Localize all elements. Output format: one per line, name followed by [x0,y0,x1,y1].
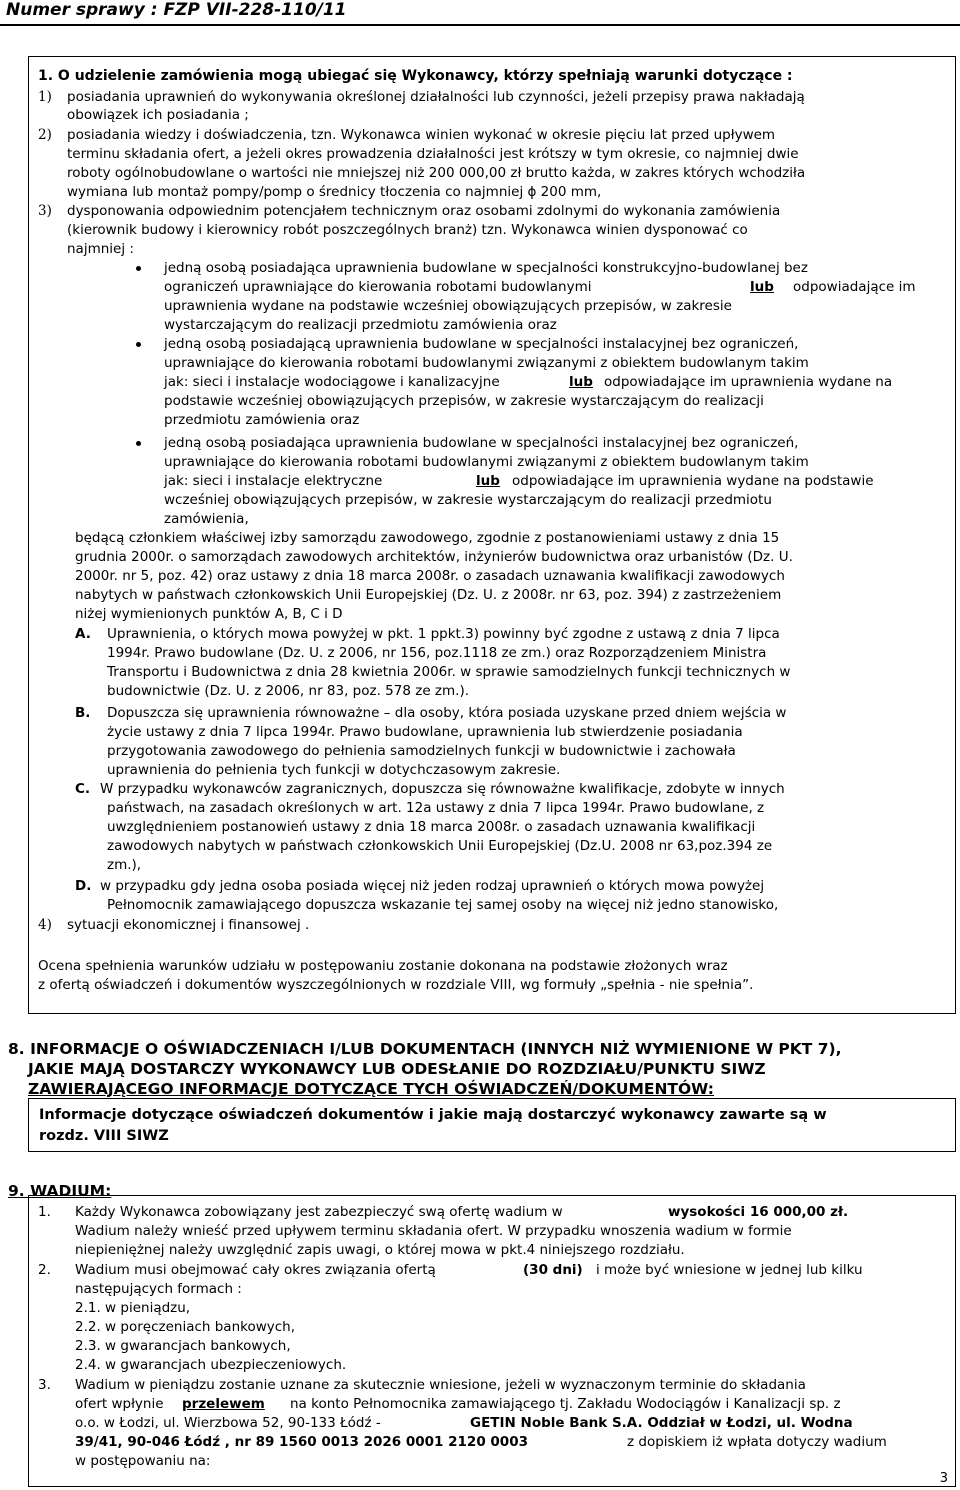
section8-title: JAKIE MAJĄ DOSTARCZY WYKONAWCY LUB ODESŁANIE DO ROZDZIAŁU/PUNKTU SIWZ [28,1060,766,1078]
bullet3-line: jedną osobą posiadająca uprawnienia budowlane w specjalności instalacyjnej bez ograniczeń, [164,435,799,451]
bullet-dot [136,441,141,446]
bank-details: GETIN Noble Bank S.A. Oddział w Łodzi, ul. Wodna [470,1415,853,1431]
bullet3-line: odpowiadające im uprawnienia wydane na podstawie [512,473,874,489]
point-d-label: D. [75,878,92,894]
wadium-3-line: w postępowaniu na: [75,1453,211,1469]
bullet2-line: jedną osobą posiadającą uprawnienia budowlane w specjalności instalacyjnej bez ograniczeń, [164,336,799,352]
point-d-line: w przypadku gdy jedna osoba posiada więcej niż jeden rodzaj uprawnień o których mowa powyżej [100,878,765,894]
bullet1-lub: lub [750,279,774,295]
wadium-amount: wysokości 16 000,00 zł. [668,1204,849,1220]
point-a-line: Uprawnienia, o których mowa powyżej w pkt. 1 ppkt.3) powinny być zgodne z ustawą z dnia 7 lipca [107,626,780,642]
bullet2-lub: lub [569,374,593,390]
bullet2-line: jak: sieci i instalacje wodociągowe i kanalizacyjne [164,374,500,390]
wadium-form: 2.4. w gwarancjach ubezpieczeniowych. [75,1357,347,1373]
bullet3-lub: lub [476,473,500,489]
bullet3-line: wcześniej obowiązujących przepisów, w zakresie wystarczającym do realizacji przedmiotu [164,492,772,508]
wadium-1-line: Wadium należy wnieść przed upływem terminu składania ofert. W przypadku wnoszenia wadium w formie [75,1223,792,1239]
section8-title: 8. INFORMACJE O OŚWIADCZENIACH I/LUB DOKUMENTACH (INNYCH NIŻ WYMIENIONE W PKT 7), [8,1040,842,1058]
wadium-1-text: Każdy Wykonawca zobowiązany jest zabezpieczyć swą ofertę wadium w [75,1204,563,1220]
item3-line: najmniej : [67,241,134,257]
bullet2-line: odpowiadające im uprawnienia wydane na [604,374,893,390]
point-b-line: przygotowania zawodowego do pełnienia samodzielnych funkcji w budownictwie i zachowała [107,743,736,759]
point-d-line: Pełnomocnik zamawiającego dopuszcza wskazanie tej samej osoby na więcej niż jedno stanowisko, [107,897,779,913]
point-c-line: W przypadku wykonawców zagranicznych, dopuszcza się równoważne kwalifikacje, zdobyte w innych [100,781,785,797]
wadium-3-line: Wadium w pieniądzu zostanie uznane za skutecznie wniesione, jeżeli w wyznaczonym terminie do składania [75,1377,806,1393]
point-a-line: budownictwie (Dz. U. z 2006, nr 83, poz. 578 ze zm.). [107,683,470,699]
bullet2-line: uprawniające do kierowania robotami budowlanymi związanymi z obiektem budowlanym takim [164,355,809,371]
item3-line: (kierownik budowy i kierownicy robót poszczególnych branż) tzn. Wykonawca winien dysponować co [67,222,748,238]
wadium-3-line: na konto Pełnomocnika zamawiającego tj. Zakładu Wodociągów i Kanalizacji sp. z [290,1396,841,1412]
point-c-line: zawodowych nabytych w państwach członkowskich Unii Europejskiej (Dz.U. 2008 nr 63,poz.394 ze [107,838,773,854]
membership-line: 2000r. nr 5, poz. 42) oraz ustawy z dnia 18 marca 2008r. o zasadach uznawania kwalifikacji zawodowych [75,568,785,584]
point-c-label: C. [75,781,91,797]
bank-account: 39/41, 90-046 Łódź , nr 89 1560 0013 2026 0001 2120 0003 [75,1434,528,1450]
bullet2-line: podstawie wcześniej obowiązujących przepisów, w zakresie wystarczającym do realizacji [164,393,764,409]
membership-line: grudnia 2000r. o samorządach zawodowych architektów, inżynierów budownictwa oraz urbanistów (Dz. U. [75,549,793,565]
wadium-form: 2.2. w poręczeniach bankowych, [75,1319,296,1335]
bullet3-line: uprawniające do kierowania robotami budowlanymi związanymi z obiektem budowlanym takim [164,454,809,470]
item4-number: 4) [38,917,52,933]
wadium-period: (30 dni) [523,1262,583,1278]
point-b-label: B. [75,705,91,721]
section8-title: ZAWIERAJĄCEGO INFORMACJE DOTYCZĄCE TYCH OŚWIADCZEŃ/DOKUMENTÓW: [28,1080,714,1098]
point-a-line: 1994r. Prawo budowlane (Dz. U. z 2006, nr 156, poz.1118 ze zm.) oraz Rozporządzeniem Ministra [107,645,767,661]
wadium-1-number: 1. [38,1204,51,1220]
point-b-line: życie ustawy z dnia 7 lipca 1994r. Prawo budowlane, uprawnienia lub stwierdzenie posiadania [107,724,743,740]
wadium-2-number: 2. [38,1262,51,1278]
wadium-form: 2.3. w gwarancjach bankowych, [75,1338,291,1354]
case-number: Numer sprawy : FZP VII-228-110/11 [6,0,347,20]
membership-line: będącą członkiem właściwej izby samorządu zawodowego, zgodnie z postanowieniami ustawy z dnia 15 [75,530,780,546]
item4-text: sytuacji ekonomicznej i finansowej . [67,917,310,933]
section1-title: 1. O udzielenie zamówienia mogą ubiegać się Wykonawcy, którzy spełniają warunki dotyczące : [38,68,793,84]
wadium-form: 2.1. w pieniądzu, [75,1300,191,1316]
item2-line: terminu składania ofert, a jeżeli okres prowadzenia działalności jest krótszy w tym okresie, co najmniej dwie [67,146,799,162]
wadium-transfer: przelewem [182,1396,265,1412]
bullet1-line: odpowiadające im [793,279,916,295]
bullet1-line: ograniczeń uprawniające do kierowania robotami budowlanymi [164,279,592,295]
point-c-line: państwach, na zasadach określonych w art. 12a ustawy z dnia 7 lipca 1994r. Prawo budowlane, z [107,800,765,816]
wadium-3-line: z dopiskiem iż wpłata dotyczy wadium [627,1434,887,1450]
item2-line: roboty ogólnobudowlane o wartości nie mniejszej niż 200 000,00 zł brutto każda, w zakres których wchodziła [67,165,806,181]
wadium-3-number: 3. [38,1377,51,1393]
wadium-3-line: o.o. w Łodzi, ul. Wierzbowa 52, 90-133 Łódź - [75,1415,381,1431]
item1-line: posiadania uprawnień do wykonywania określonej działalności lub czynności, jeżeli przepisy prawa nakładają [67,89,805,105]
item1-number: 1) [38,89,52,105]
item2-number: 2) [38,127,52,143]
wadium-2-line: następujących formach : [75,1281,242,1297]
section9-title: 9. WADIUM: [8,1182,112,1200]
point-c-line: zm.), [107,857,142,873]
bullet1-line: wystarczającym do realizacji przedmiotu zamówienia oraz [164,317,557,333]
wadium-1-line: niepieniężnej należy uwzględnić zapis uwagi, o której mowa w pkt.4 niniejszego rozdziału. [75,1242,685,1258]
page-number: 3 [939,1471,948,1486]
point-a-label: A. [75,626,91,642]
bullet2-line: przedmiotu zamówienia oraz [164,412,360,428]
point-b-line: uprawnienia do pełnienia tych funkcji w dotychczasowym zakresie. [107,762,561,778]
bullet1-line: jedną osobą posiadająca uprawnienia budowlane w specjalności konstrukcyjno-budowlanej bez [164,260,808,276]
item1-line: obowiązek ich posiadania ; [67,107,249,123]
wadium-2-text: Wadium musi obejmować cały okres związania ofertą [75,1262,436,1278]
section8-box-text: rozdz. VIII SIWZ [39,1128,169,1144]
bullet1-line: uprawnienia wydane na podstawie wcześniej obowiązujących przepisów, w zakresie [164,298,732,314]
membership-line: nabytych w państwach członkowskich Unii Europejskiej (Dz. U. z 2008r. nr 63, poz. 394) z zastrzeżeniem [75,587,782,603]
section8-box-text: Informacje dotyczące oświadczeń dokumentów i jakie mają dostarczyć wykonawcy zawarte są w [39,1107,827,1123]
bullet3-line: zamówienia, [164,511,249,527]
membership-line: niżej wymienionych punktów A, B, C i D [75,606,343,622]
item3-line: dysponowania odpowiednim potencjałem technicznym oraz osobami zdolnymi do wykonania zamówienia [67,203,781,219]
wadium-3-line: ofert wpłynie [75,1396,164,1412]
point-b-line: Dopuszcza się uprawnienia równoważne – dla osoby, która posiada uzyskane przed dniem wejścia w [107,705,787,721]
bullet3-line: jak: sieci i instalacje elektryczne [164,473,383,489]
item2-line: wymiana lub montaż pompy/pomp o średnicy tłoczenia co najmniej ϕ 200 mm, [67,184,602,200]
point-c-line: uwzględnieniem postanowień ustawy z dnia 18 marca 2008r. o zasadach uznawania kwalifikacji [107,819,756,835]
point-a-line: Transportu i Budownictwa z dnia 28 kwietnia 2006r. w sprawie samodzielnych funkcji technicznych w [107,664,791,680]
bullet-dot [136,266,141,271]
header-rule [0,24,960,26]
assessment-line: z ofertą oświadczeń i dokumentów wyszczególnionych w rozdziale VIII, wg formuły „spełnia - nie spełnia”. [38,977,754,993]
item2-line: posiadania wiedzy i doświadczenia, tzn. Wykonawca winien wykonać w okresie pięciu lat przed upływem [67,127,776,143]
bullet-dot [136,342,141,347]
assessment-line: Ocena spełnienia warunków udziału w postępowaniu zostanie dokonana na podstawie złożonych wraz [38,958,728,974]
wadium-2-text: i może być wniesione w jednej lub kilku [596,1262,863,1278]
item3-number: 3) [38,203,52,219]
